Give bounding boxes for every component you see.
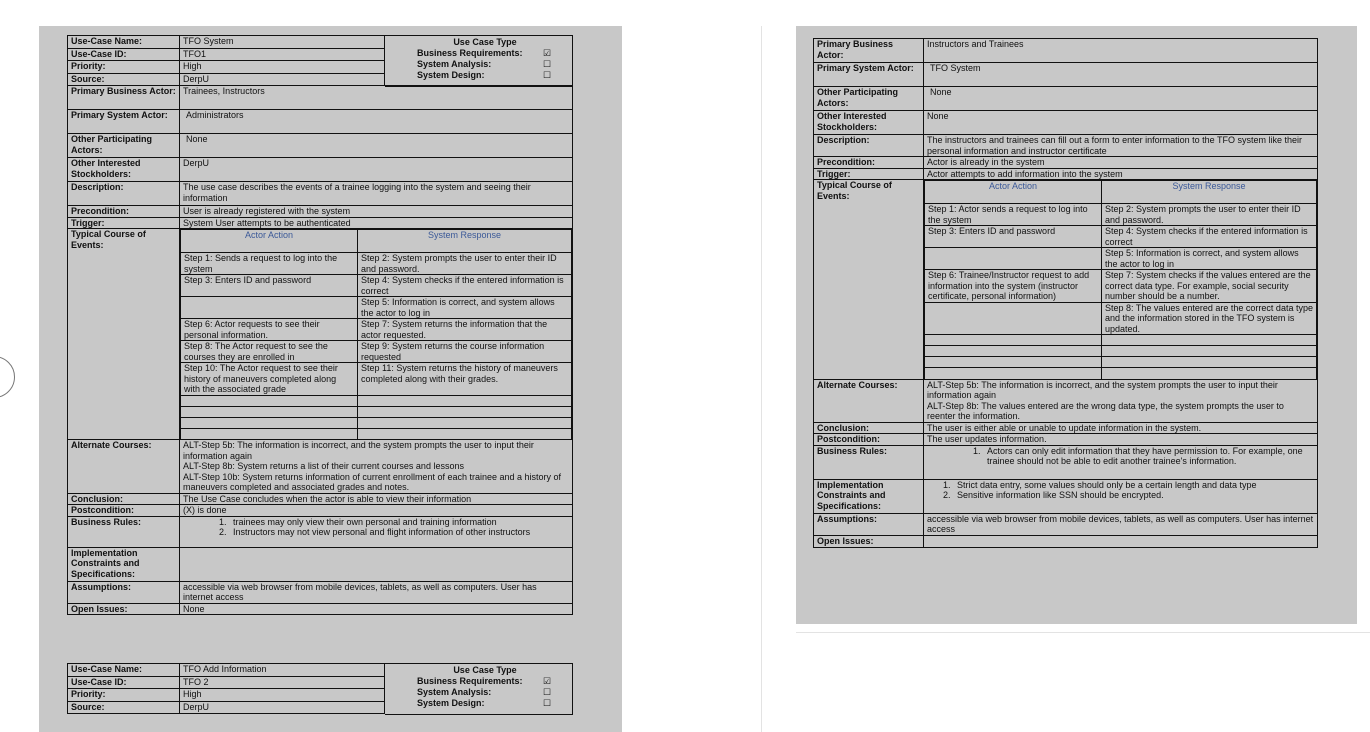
precondition-label: Precondition:: [68, 206, 180, 218]
trigger-value: System User attempts to be authenticated: [180, 217, 573, 229]
primary-system-actor-label: Primary System Actor:: [68, 110, 180, 134]
primary-system-actor-label: Primary System Actor:: [814, 63, 924, 87]
table-row-empty: [925, 335, 1317, 346]
postcondition-label: Postcondition:: [814, 434, 924, 446]
page-divider: [761, 26, 762, 732]
business-rules-value: 1. trainees may only view their own personal and training information 2. Instructors may not view personal and flight information of other instructors: [180, 516, 573, 547]
trigger-value: Actor attempts to add information into the system: [924, 168, 1318, 180]
checkbox-empty-icon[interactable]: ☐: [542, 59, 552, 69]
type-row-analysis: System Analysis: ☐: [417, 59, 552, 69]
priority-value: High: [180, 689, 385, 702]
events-actor-header: Actor Action: [925, 181, 1102, 204]
description-label: Description:: [68, 182, 180, 206]
stockholders-label: Other Interested Stockholders:: [814, 111, 924, 135]
conclusion-label: Conclusion:: [814, 422, 924, 434]
scroll-circle-control[interactable]: [0, 356, 15, 398]
conclusion-value: The user is either able or unable to update information in the system.: [924, 422, 1318, 434]
events-table-right: [924, 180, 1317, 379]
alternate-value: ALT-Step 5b: The information is incorrect, and the system prompts the user to input their information again ALT-Step 8b: System returns a list of their current courses and lessons ALT-Step 10b: System returns information of current enrollment of each trainee and a history of maneuvers completed and associated grades and notes.: [180, 440, 573, 494]
table-row: Step 5: Information is correct, and system allows the actor to log in: [925, 248, 1317, 270]
use-case-type-title: Use Case Type: [453, 37, 517, 47]
other-actors-label: Other Participating Actors:: [814, 87, 924, 111]
use-case-type-box-2: Use Case Type Business Requirements: ☑ System Analysis: ☐ System Design: ☐: [417, 665, 552, 708]
use-case-name-label: Use-Case Name:: [68, 36, 180, 49]
primary-business-actor-label: Primary Business Actor:: [814, 39, 924, 63]
use-case-table-right: [813, 38, 1318, 548]
use-case-name-value: TFO Add Information: [180, 664, 385, 677]
table-row: Step 6: Trainee/Instructor request to add information into the system (instructor certificate, personal information) Step 7: System checks if the values entered are the correct data type. For example, social security number should be a number.: [925, 270, 1317, 303]
use-case-id-value: TFO 2: [180, 676, 385, 689]
alternate-label: Alternate Courses:: [68, 440, 180, 494]
stockholders-value: None: [924, 111, 1318, 135]
source-label: Source:: [68, 73, 180, 86]
use-case-id-label: Use-Case ID:: [68, 676, 180, 689]
table-row-empty: [181, 428, 572, 439]
postcondition-label: Postcondition:: [68, 505, 180, 517]
postcondition-value: (X) is done: [180, 505, 573, 517]
type-row-business: Business Requirements: ☑: [417, 48, 552, 58]
description-label: Description:: [814, 135, 924, 157]
table-row-empty: [925, 346, 1317, 357]
source-value: DerpU: [180, 73, 385, 86]
table-row-empty: [181, 395, 572, 406]
checkbox-checked-icon[interactable]: ☑: [542, 676, 552, 686]
postcondition-value: The user updates information.: [924, 434, 1318, 446]
priority-label: Priority:: [68, 61, 180, 74]
checkbox-empty-icon[interactable]: ☐: [542, 698, 552, 708]
table-row-empty: [181, 406, 572, 417]
table-row: Step 8: The Actor request to see the courses they are enrolled in Step 9: System returns the course information requested: [181, 341, 572, 363]
events-label: Typical Course of Events:: [68, 229, 180, 440]
stockholders-value: DerpU: [180, 158, 573, 182]
use-case-name-value: TFO System: [180, 36, 385, 49]
table-row: Step 8: The values entered are the correct data type and the information stored in the TFO system is updated.: [925, 302, 1317, 335]
page-bottom-rule: [796, 632, 1370, 633]
alternate-value: ALT-Step 5b: The information is incorrect, and the system prompts the user to input their information again ALT-Step 8b: The values entered are the wrong data type, the system prompts the user to reenter the information.: [924, 379, 1318, 422]
events-system-header: System Response: [358, 230, 572, 253]
source-label: Source:: [68, 701, 180, 714]
primary-system-actor-value: Administrators: [180, 110, 573, 134]
table-row: Step 1: Actor sends a request to log into the system Step 2: System prompts the user to enter their ID and password.: [925, 204, 1317, 226]
business-rules-label: Business Rules:: [68, 516, 180, 547]
open-issues-value: [924, 535, 1318, 547]
type-row-design: System Design: ☐: [417, 70, 552, 80]
table-row: Step 5: Information is correct, and system allows the actor to log in: [181, 297, 572, 319]
use-case-type-frame-2: [385, 663, 573, 715]
primary-business-actor-value: Instructors and Trainees: [924, 39, 1318, 63]
events-actor-header: Actor Action: [181, 230, 358, 253]
open-issues-label: Open Issues:: [68, 603, 180, 615]
implementation-value: [180, 547, 573, 581]
assumptions-label: Assumptions:: [68, 581, 180, 603]
business-rules-label: Business Rules:: [814, 445, 924, 479]
priority-value: High: [180, 61, 385, 74]
open-issues-label: Open Issues:: [814, 535, 924, 547]
implementation-value: 1. Strict data entry, some values should only be a certain length and data type 2. Sensitive information like SSN should be encrypted.: [924, 479, 1318, 513]
alternate-label: Alternate Courses:: [814, 379, 924, 422]
other-actors-value: None: [924, 87, 1318, 111]
table-row: Step 6: Actor requests to see their personal information. Step 7: System returns the information that the actor requested.: [181, 319, 572, 341]
other-actors-label: Other Participating Actors:: [68, 134, 180, 158]
assumptions-value: accessible via web browser from mobile devices, tablets, as well as computers. User has internet access: [180, 581, 573, 603]
use-case-name-label: Use-Case Name:: [68, 664, 180, 677]
assumptions-value: accessible via web browser from mobile devices, tablets, as well as computers. User has internet access: [924, 513, 1318, 535]
table-row-empty: [925, 357, 1317, 368]
events-label: Typical Course of Events:: [814, 180, 924, 380]
trigger-label: Trigger:: [814, 168, 924, 180]
document-page-right: [796, 26, 1357, 624]
use-case-id-value: TFO1: [180, 48, 385, 61]
description-value: The instructors and trainees can fill out a form to enter information to the TFO system like their personal information and instructor certificate: [924, 135, 1318, 157]
table-row-empty: [181, 417, 572, 428]
events-table-left: [180, 229, 572, 439]
assumptions-label: Assumptions:: [814, 513, 924, 535]
primary-business-actor-label: Primary Business Actor:: [68, 86, 180, 110]
use-case-id-label: Use-Case ID:: [68, 48, 180, 61]
conclusion-label: Conclusion:: [68, 493, 180, 505]
primary-business-actor-value: Trainees, Instructors: [180, 86, 573, 110]
priority-label: Priority:: [68, 689, 180, 702]
precondition-value: Actor is already in the system: [924, 157, 1318, 169]
table-row: Step 10: The Actor request to see their history of maneuvers completed along with the associated grade Step 11: System returns the history of maneuvers completed along with their grades.: [181, 363, 572, 396]
implementation-label: Implementation Constraints and Specifications:: [814, 479, 924, 513]
checkbox-empty-icon[interactable]: ☐: [542, 687, 552, 697]
description-value: The use case describes the events of a trainee logging into the system and seeing their information: [180, 182, 573, 206]
precondition-value: User is already registered with the system: [180, 206, 573, 218]
open-issues-value: None: [180, 603, 573, 615]
document-page-left: [39, 26, 622, 732]
table-row: Step 3: Enters ID and password Step 4: System checks if the entered information is correct: [181, 275, 572, 297]
other-actors-value: None: [180, 134, 573, 158]
table-row-empty: [925, 368, 1317, 379]
use-case-header-2: [67, 663, 385, 714]
use-case-header-left: [67, 35, 385, 86]
primary-system-actor-value: TFO System: [924, 63, 1318, 87]
stockholders-label: Other Interested Stockholders:: [68, 158, 180, 182]
checkbox-empty-icon[interactable]: ☐: [542, 70, 552, 80]
table-row: Step 3: Enters ID and password Step 4: System checks if the entered information is correct: [925, 226, 1317, 248]
table-row: Step 1: Sends a request to log into the system Step 2: System prompts the user to enter their ID and password.: [181, 253, 572, 275]
trigger-label: Trigger:: [68, 217, 180, 229]
checkbox-checked-icon[interactable]: ☑: [542, 48, 552, 58]
conclusion-value: The Use Case concludes when the actor is able to view their information: [180, 493, 573, 505]
use-case-type-frame: [385, 35, 573, 87]
events-system-header: System Response: [1102, 181, 1317, 204]
use-case-table-left: [67, 85, 573, 615]
source-value: DerpU: [180, 701, 385, 714]
implementation-label: Implementation Constraints and Specifications:: [68, 547, 180, 581]
precondition-label: Precondition:: [814, 157, 924, 169]
business-rules-value: 1. Actors can only edit information that they have permission to. For example, one trainee should not be able to edit another trainee's information.: [924, 445, 1318, 479]
